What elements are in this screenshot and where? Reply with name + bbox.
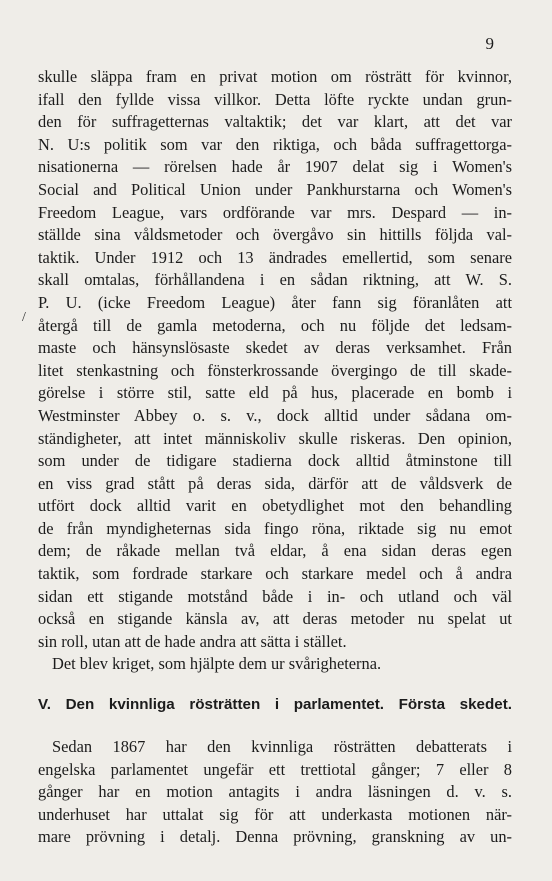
text-line: Sedan 1867 har den kvinnliga rösträtten debatterats i	[52, 737, 512, 756]
text-line: gånger har en motion antagits i andra läsningen d. v. s.	[38, 782, 512, 802]
text-line: mare prövning i detalj. Denna prövning, granskning av un-	[38, 827, 512, 847]
text-line: N. U:s politik som var den riktiga, och båda suffragettorga-	[38, 134, 512, 154]
text-line: nisationerna — rörelsen hade år 1907 delat sig i Women's	[38, 157, 512, 177]
text-line: Westminster Abbey o. s. v., dock alltid under sådana om-	[38, 405, 512, 425]
text-line: utfört dock alltid varit en obetydlighet mot den behandling	[38, 496, 512, 516]
paragraph-2: Det blev kriget, som hjälpte dem ur svårigheterna.	[52, 654, 382, 674]
text-line: sidan ett stigande motstånd både i in- och utland och väl	[38, 586, 512, 606]
text-line: Freedom League, vars ordförande var mrs. Despard — in-	[38, 202, 512, 222]
text-line: skulle släppa fram en privat motion om rösträtt för kvinnor,	[38, 67, 512, 86]
text-line: sin roll, utan att de hade andra att sätta i stället.	[38, 631, 347, 651]
text-line: återgå till de gamla metoderna, och nu följde det ledsam-	[38, 315, 512, 335]
text-line: den för suffragetternas valtaktik; det var klart, att det var	[38, 112, 512, 132]
text-line: maste och hänsynslösaste skedet av deras verksamhet. Från	[38, 338, 512, 358]
text-line: som under de tidigare stadierna dock alltid åtminstone till	[38, 451, 512, 471]
text-line: dem; de råkade mellan två eldar, å ena sidan deras egen	[38, 541, 512, 561]
text-line: också en stigande känsla av, att deras metoder nu spelat ut	[38, 609, 512, 629]
text-line: de från myndigheternas sida fingo röna, riktade sig nu emot	[38, 518, 512, 538]
margin-mark: /	[22, 310, 26, 325]
text-line: Social and Political Union under Pankhurstarna och Women's	[38, 179, 512, 199]
section-heading: V. Den kvinnliga rösträtten i parlamentet. Första skedet.	[38, 696, 512, 713]
text-line: underhuset har uttalat sig för att underkasta motionen när-	[38, 804, 512, 824]
text-line: engelska parlamentet ungefär ett trettiotal gånger; 7 eller 8	[38, 759, 512, 779]
text-line: ständigheter, att intet människoliv skulle riskeras. Den opinion,	[38, 428, 512, 448]
text-line: taktik. Under 1912 och 13 ändrades emellertid, som senare	[38, 247, 512, 267]
paragraph-1	[38, 66, 512, 676]
text-line: ifall den fyllde vissa villkor. Detta löfte ryckte undan grun-	[38, 89, 512, 109]
text-line: görelse i större stil, satte eld på hus, placerade en bomb i	[38, 383, 512, 403]
paragraph-3	[38, 736, 512, 849]
text-line: en viss grad stått på deras sida, därför att de våldsverk de	[38, 473, 512, 493]
text-line: litet stenkastning och fönsterkrossande övergingo de till skade-	[38, 360, 512, 380]
page-number: 9	[485, 34, 494, 53]
text-line: skall omtalas, förhållandena i en sådan riktning, att W. S.	[38, 270, 512, 290]
text-line: ställde sina våldsmetoder och övergåvo sin hittills följda val-	[38, 225, 512, 245]
text-line: taktik, som fordrade starkare och starkare medel och å andra	[38, 564, 512, 584]
text-line: P. U. (icke Freedom League) åter fann sig föranlåten att	[38, 292, 512, 312]
